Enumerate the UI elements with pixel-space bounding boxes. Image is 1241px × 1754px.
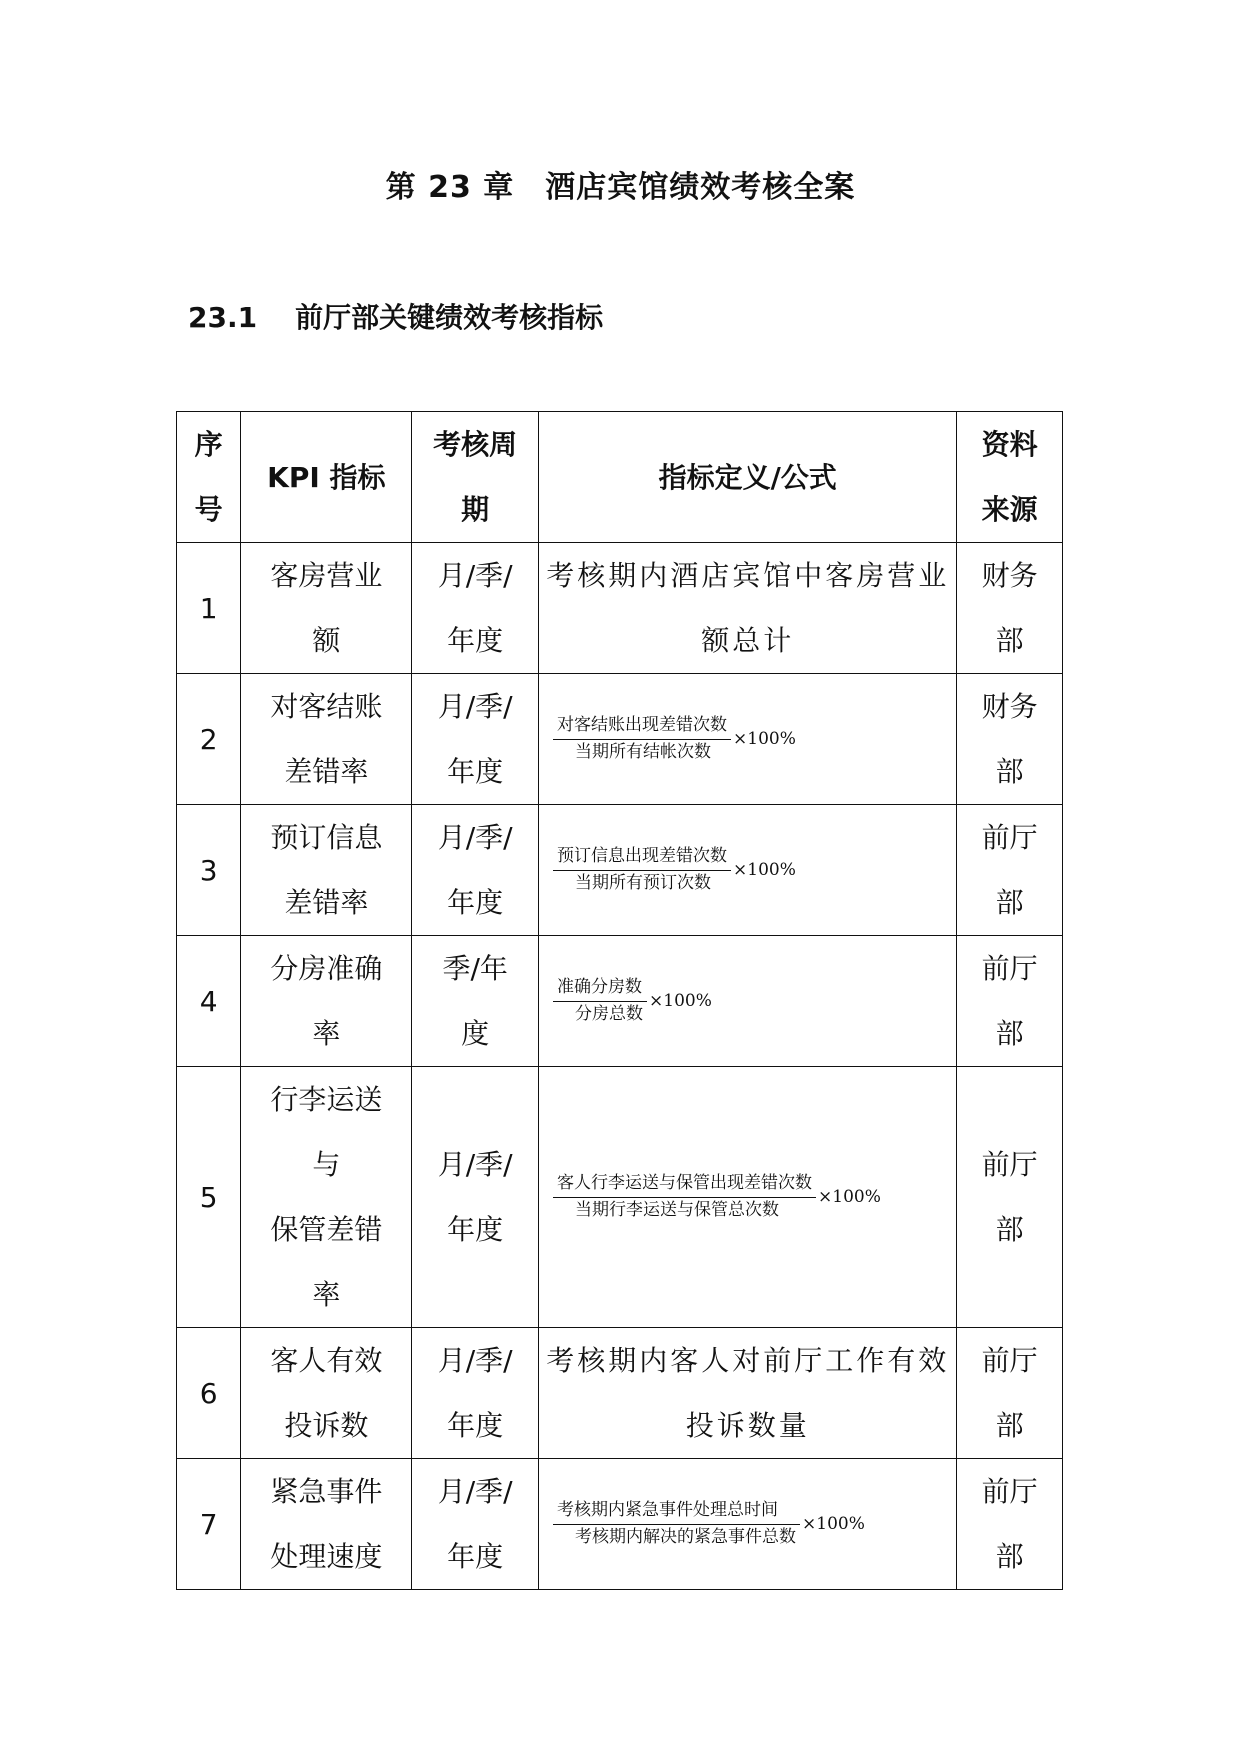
- row-seq: 7: [177, 1459, 241, 1590]
- row-source: [957, 936, 1063, 1067]
- row-kpi-name: [241, 543, 412, 674]
- row-source-line: 部: [995, 755, 1024, 788]
- row-kpi-name-line: 差错率: [284, 755, 369, 788]
- row-kpi-name-line: 行李运送: [270, 1083, 383, 1116]
- row-source-line: 前厅: [981, 952, 1038, 985]
- kpi-table-body: [177, 543, 1063, 1590]
- fraction: [553, 846, 731, 894]
- fraction: [553, 1500, 800, 1548]
- header-period-line: 期: [461, 493, 490, 526]
- row-period-line: 季/年: [442, 952, 508, 985]
- row-seq: 1: [177, 543, 241, 674]
- fraction: [553, 715, 731, 763]
- row-kpi-name-line: 差错率: [284, 886, 369, 919]
- row-kpi-name-line: 额: [312, 624, 341, 657]
- row-kpi-name: [241, 674, 412, 805]
- row-period-line: 月/季/: [437, 1148, 513, 1181]
- row-period-line: 年度: [447, 886, 504, 919]
- row-seq: 4: [177, 936, 241, 1067]
- table-header-row: [177, 412, 1063, 543]
- row-period: [412, 674, 539, 805]
- formula-denominator: 当期所有结帐次数: [575, 741, 712, 762]
- row-period-line: 月/季/: [437, 559, 513, 592]
- row-period: [412, 936, 539, 1067]
- header-seq-line: 号: [194, 493, 223, 526]
- row-seq: 2: [177, 674, 241, 805]
- row-source-line: 部: [995, 1017, 1024, 1050]
- row-source-line: 部: [995, 1409, 1024, 1442]
- section-heading: [188, 296, 603, 336]
- row-kpi-name-line: 分房准确: [270, 952, 383, 985]
- formula-numerator: 预订信息出现差错次数: [553, 846, 731, 870]
- row-period: [412, 805, 539, 936]
- formula: [553, 715, 796, 763]
- section-number: 23.1: [188, 301, 258, 334]
- row-kpi-name: [241, 936, 412, 1067]
- formula-multiplier: ×100%: [649, 991, 712, 1012]
- header-period-line: 考核周: [433, 428, 518, 461]
- row-period: [412, 1328, 539, 1459]
- table-row: [177, 674, 1063, 805]
- formula-multiplier: ×100%: [733, 729, 796, 750]
- row-source: [957, 805, 1063, 936]
- row-kpi-name-line: 率: [312, 1278, 341, 1311]
- row-source-line: 财务: [981, 690, 1038, 723]
- row-period-line: 月/季/: [437, 1475, 513, 1508]
- formula: [553, 1500, 865, 1548]
- row-source-line: 前厅: [981, 821, 1038, 854]
- row-period-line: 月/季/: [437, 690, 513, 723]
- row-formula: [539, 1067, 957, 1328]
- table-row: [177, 805, 1063, 936]
- table-row: [177, 1328, 1063, 1459]
- formula: [553, 977, 712, 1025]
- formula-denominator: 考核期内解决的紧急事件总数: [575, 1526, 797, 1547]
- formula-multiplier: ×100%: [733, 860, 796, 881]
- row-source-line: 部: [995, 886, 1024, 919]
- row-source-line: 前厅: [981, 1148, 1038, 1181]
- row-source: [957, 1067, 1063, 1328]
- fraction: [553, 977, 647, 1025]
- row-source-line: 前厅: [981, 1475, 1038, 1508]
- row-source-line: 部: [995, 624, 1024, 657]
- row-kpi-name: [241, 1328, 412, 1459]
- row-formula: [539, 936, 957, 1067]
- row-source: [957, 674, 1063, 805]
- row-kpi-name-line: 紧急事件: [270, 1475, 383, 1508]
- row-source-line: 前厅: [981, 1344, 1038, 1377]
- row-kpi-name: [241, 1067, 412, 1328]
- row-source-line: 部: [995, 1540, 1024, 1573]
- header-seq: [177, 412, 241, 543]
- row-formula: [539, 1459, 957, 1590]
- table-row: [177, 1067, 1063, 1328]
- formula-denominator: 当期行李运送与保管总次数: [575, 1199, 780, 1220]
- row-kpi-name-line: 率: [312, 1017, 341, 1050]
- row-kpi-name-line: 投诉数: [284, 1409, 369, 1442]
- kpi-table: [176, 411, 1063, 1590]
- chapter-title: 第 23 章 酒店宾馆绩效考核全案: [385, 170, 856, 205]
- row-kpi-name-line: 与: [312, 1148, 341, 1181]
- header-source: [957, 412, 1063, 543]
- formula: [553, 1173, 881, 1221]
- table-row: [177, 1459, 1063, 1590]
- header-source-line: 来源: [981, 493, 1038, 526]
- row-period-line: 月/季/: [437, 1344, 513, 1377]
- row-seq: 3: [177, 805, 241, 936]
- row-kpi-name: [241, 805, 412, 936]
- row-source: [957, 1459, 1063, 1590]
- row-period-line: 年度: [447, 1409, 504, 1442]
- row-period: [412, 1067, 539, 1328]
- table-row: [177, 936, 1063, 1067]
- row-kpi-name-line: 保管差错: [270, 1213, 383, 1246]
- row-seq: 6: [177, 1328, 241, 1459]
- header-definition: 指标定义/公式: [539, 412, 957, 543]
- header-seq-line: 序: [194, 428, 223, 461]
- row-period-line: 年度: [447, 755, 504, 788]
- fraction: [553, 1173, 816, 1221]
- row-period: [412, 543, 539, 674]
- header-source-line: 资料: [981, 428, 1038, 461]
- table-row: [177, 543, 1063, 674]
- header-period: [412, 412, 539, 543]
- row-period-line: 度: [461, 1017, 490, 1050]
- row-definition: 考核期内酒店宾馆中客房营业额总计: [539, 543, 957, 674]
- section-title: 前厅部关键绩效考核指标: [295, 301, 604, 334]
- row-source: [957, 543, 1063, 674]
- row-formula: [539, 805, 957, 936]
- row-kpi-name-line: 客房营业: [270, 559, 383, 592]
- header-kpi: KPI 指标: [241, 412, 412, 543]
- formula-multiplier: ×100%: [802, 1514, 865, 1535]
- row-period: [412, 1459, 539, 1590]
- formula-numerator: 考核期内紧急事件处理总时间: [553, 1500, 800, 1524]
- formula-denominator: 当期所有预订次数: [575, 872, 712, 893]
- row-source-line: 财务: [981, 559, 1038, 592]
- row-source: [957, 1328, 1063, 1459]
- formula-multiplier: ×100%: [818, 1187, 881, 1208]
- row-kpi-name-line: 处理速度: [270, 1540, 383, 1573]
- row-seq: 5: [177, 1067, 241, 1328]
- row-kpi-name-line: 对客结账: [270, 690, 383, 723]
- formula-denominator: 分房总数: [575, 1003, 644, 1024]
- formula-numerator: 客人行李运送与保管出现差错次数: [553, 1173, 816, 1197]
- row-formula: [539, 674, 957, 805]
- row-source-line: 部: [995, 1213, 1024, 1246]
- formula-numerator: 对客结账出现差错次数: [553, 715, 731, 739]
- row-kpi-name-line: 客人有效: [270, 1344, 383, 1377]
- row-definition: 考核期内客人对前厅工作有效投诉数量: [539, 1328, 957, 1459]
- formula-numerator: 准确分房数: [553, 977, 647, 1001]
- formula: [553, 846, 796, 894]
- row-kpi-name: [241, 1459, 412, 1590]
- row-period-line: 年度: [447, 1540, 504, 1573]
- row-kpi-name-line: 预订信息: [270, 821, 383, 854]
- row-period-line: 年度: [447, 1213, 504, 1246]
- row-period-line: 年度: [447, 624, 504, 657]
- row-period-line: 月/季/: [437, 821, 513, 854]
